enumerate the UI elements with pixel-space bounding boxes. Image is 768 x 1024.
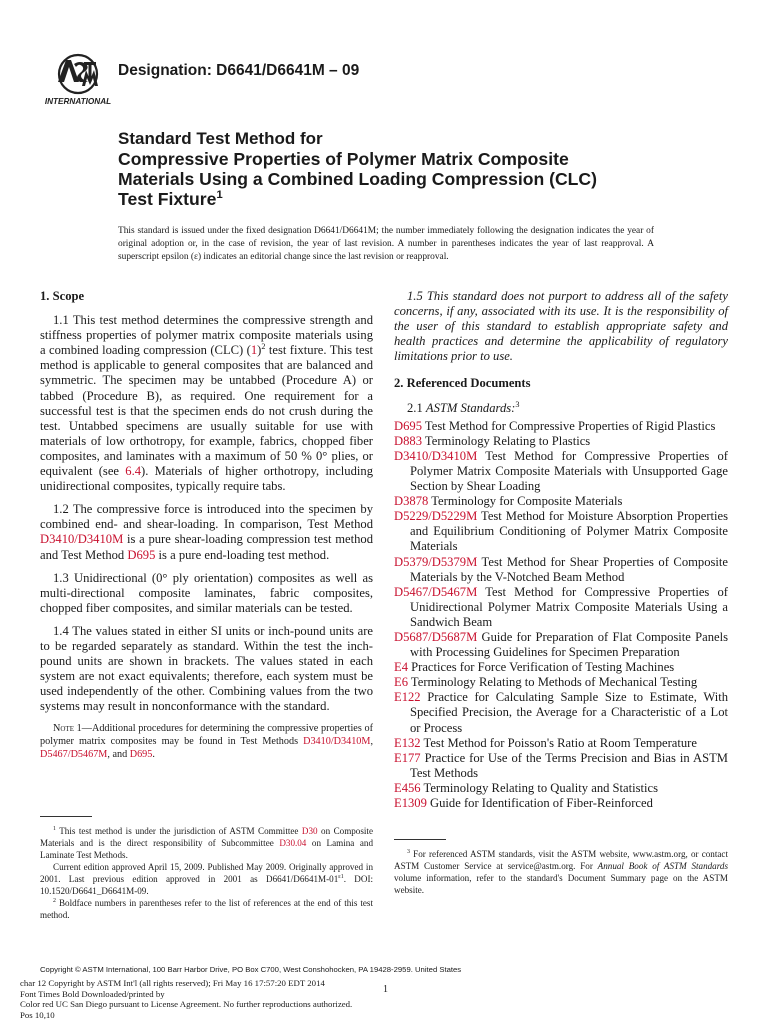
reference-code-link[interactable]: D695	[394, 418, 422, 433]
fn-link-d30-04[interactable]: D30.04	[279, 838, 307, 848]
copyright-line: Copyright © ASTM International, 100 Barr Harbor Drive, PO Box C700, West Conshohocken, PA 19428-2959. United States	[40, 965, 462, 974]
reference-title: Test Method for Poisson's Ratio at Room Temperature	[420, 735, 697, 750]
reference-item	[394, 690, 728, 735]
reference-title: Terminology Relating to Methods of Mechanical Testing	[408, 675, 698, 690]
scope-paragraph-1-4: 1.4 The values stated in either SI units or inch-pound units are to be regarded separately as standard. Within the test the inch-pound units are shown in brackets. The values stated in each system are not exact equivalents; therefore, each system must be used independently of the other. Combining values from the two systems may result in nonconformance with the standard.	[40, 623, 373, 714]
page-number: 1	[383, 984, 388, 995]
footnote-marker-2: 2	[261, 342, 266, 352]
reference-item	[394, 449, 728, 494]
reference-item	[394, 630, 728, 660]
link-d3410[interactable]: D3410/D3410M	[40, 532, 124, 547]
reference-list	[394, 419, 728, 811]
scope-paragraph-1-3: 1.3 Unidirectional (0° ply orientation) composites as well as multi-directional composite laminates, fabric composites, chopped fiber composites, and similar materials can be tested.	[40, 570, 373, 615]
title-line-4: Test Fixture	[118, 189, 217, 209]
note-link-d3410[interactable]: D3410/D3410M	[303, 736, 371, 748]
link-d695[interactable]: D695	[127, 547, 156, 562]
note-1: Note 1—Additional procedures for determining the compressive properties of polymer matrix composites may be found in Test Methods D3410/D3410M, D5467/D5467M, and D695.	[40, 723, 373, 761]
footnote-2: $^2$ Boldface numbers in parentheses refer to the list of references at the end of this test method.	[40, 897, 373, 920]
footnote-3: $^3$ For referenced ASTM standards, visit the ASTM website, www.astm.org, or contact ASTM Customer Service at service@astm.org. For Annual Book of ASTM Standards volume information, refer to the standard's Document Summary page on the ASTM website.	[394, 848, 728, 895]
logo-text: INTERNATIONAL	[44, 97, 112, 106]
reference-title: Terminology Relating to Plastics	[422, 433, 591, 448]
section-link-6-4[interactable]: 6.4	[125, 464, 142, 479]
reference-title: Practice for Use of the Terms Precision and Bias in ASTM Test Methods	[410, 750, 728, 780]
reference-code-link[interactable]: E132	[394, 735, 421, 750]
reference-title: Test Method for Shear Properties of Composite Materials by the V-Notched Beam Method	[410, 554, 728, 584]
footnote-divider	[40, 816, 92, 817]
stamp-line-4: Pos 10,10	[20, 1009, 55, 1020]
referenced-documents-heading: 2. Referenced Documents	[394, 376, 531, 391]
reference-item	[394, 796, 728, 811]
stamp-line-2: Font Times Bold Downloaded/printed by	[20, 988, 165, 999]
footnote-1: $^1$ This test method is under the jurisdiction of ASTM Committee D30 on Composite Materials and is the direct responsibility of Subcommittee D30.04 on Lamina and Laminate Test Methods.	[40, 825, 373, 860]
reference-code-link[interactable]: E6	[394, 675, 408, 690]
footnote-1-edition: Current edition approved April 15, 2009. Published May 2009. Originally approved in 2001. Last previous edition approved in 2001 as $D6641/D6641M-01^{\varepsilon 1}$. DOI: 10.1520/D6641_D6641M-09.	[40, 862, 373, 896]
reference-title: Test Method for Compressive Properties of Polymer Matrix Composite Materials with Unsupported Gage Section by Shear Loading	[410, 448, 728, 494]
reference-item	[394, 675, 728, 690]
reference-code-link[interactable]: D5467/D5467M	[394, 584, 478, 599]
stamp-line-3: Color red UC San Diego pursuant to License Agreement. No further reproductions authorized.	[20, 999, 353, 1009]
reference-title: Terminology Relating to Quality and Statistics	[420, 780, 659, 795]
reference-item	[394, 509, 728, 554]
reference-title: Test Method for Compressive Properties of Unidirectional Polymer Matrix Composite Materials Using a Sandwich Beam	[410, 584, 728, 629]
reference-item	[394, 751, 728, 781]
astm-logo-icon	[44, 52, 112, 108]
title-line-1: Standard Test Method for	[118, 129, 323, 148]
title-line-2: Compressive Properties of Polymer Matrix Composite	[118, 149, 569, 169]
scope-paragraph-1-2: 1.2 The compressive force is introduced into the specimen by combined end- and shear-loading. In comparison, Test Method D3410/D3410M is a pure shear-loading compression test method and Test Method D695 is a pure end-loading test method.	[40, 502, 373, 562]
reference-item	[394, 781, 728, 796]
reference-title: Terminology for Composite Materials	[428, 494, 623, 509]
scope-heading: 1. Scope	[40, 289, 85, 303]
reference-item	[394, 555, 728, 585]
scope-paragraph-1-5: 1.5 This standard does not purport to address all of the safety concerns, if any, associated with its use. It is the responsibility of the user of this standard to establish appropriate safety and health practices and determine the applicability of regulatory limitations prior to use.	[394, 289, 728, 364]
download-stamp	[20, 978, 352, 1020]
left-footnotes	[40, 806, 373, 921]
designation: Designation: D6641/D6641M – 09	[118, 62, 360, 79]
reference-code-link[interactable]: D5379/D5379M	[394, 554, 478, 569]
reference-title: Guide for Identification of Fiber-Reinforced	[426, 796, 653, 810]
reference-item	[394, 585, 728, 630]
reference-title: Practices for Force Verification of Testing Machines	[408, 660, 675, 675]
reference-title: Test Method for Compressive Properties of Rigid Plastics	[422, 418, 716, 433]
astm-logo	[44, 52, 112, 108]
reference-item	[394, 419, 728, 434]
reference-title: Guide for Preparation of Flat Composite Panels with Processing Guidelines for Specimen Preparation	[410, 629, 728, 660]
reference-item	[394, 660, 728, 675]
reference-item	[394, 494, 728, 509]
note-link-d695[interactable]: D695	[129, 749, 153, 761]
reference-code-link[interactable]: D883	[394, 433, 422, 448]
reference-link-1[interactable]: 1	[250, 343, 258, 358]
left-column	[40, 289, 373, 761]
reference-code-link[interactable]: E456	[394, 780, 421, 795]
reference-title: Test Method for Moisture Absorption Properties and Equilibrium Conditioning of Polymer Matrix Composite Materials	[410, 509, 728, 554]
reference-code-link[interactable]: D3410/D3410M	[394, 448, 478, 463]
right-column	[394, 289, 728, 811]
reference-code-link[interactable]: E177	[394, 750, 421, 765]
fn-link-d30[interactable]: D30	[301, 826, 318, 836]
right-footnotes	[394, 829, 728, 896]
reference-title: Practice for Calculating Sample Size to Estimate, With Specified Precision, the Average for a Characteristic of a Lot or Process	[410, 690, 728, 735]
issuance-statement: This standard is issued under the fixed designation D6641/D6641M; the number immediately following the designation indicates the year of original adoption or, in the case of revision, the year of last revision. A number in parentheses indicates the year of last reapproval. A superscript epsilon (ε) indicates an editorial change since the last revision or reapproval.	[118, 226, 654, 262]
reference-code-link[interactable]: E122	[394, 690, 421, 705]
stamp-line-1: char 12 Copyright by ASTM Int'l (all rights reserved); Fri May 16 17:57:20 EDT 2014	[20, 978, 325, 988]
reference-item	[394, 434, 728, 449]
note-link-d5467[interactable]: D5467/D5467M	[40, 749, 108, 761]
scope-paragraph-1-1: 1.1 This test method determines the compressive strength and stiffness properties of polymer matrix composite materials using a combined loading compression (CLC) $(1)^2$ test fixture. This test method is applicable to general composites that are balanced and symmetric. The specimen may be untabbed (Procedure A) or tabbed (Procedure B), as required. One requirement for a successful test is that the specimen ends do not crush during the test. Untabbed specimens are usually suitable for use with materials of low orthotropy, for example, fabrics, chopped fiber composites, and laminates with a maximum of 50 % 0° plies, or equivalent (see 6.4). Materials of higher orthotropy, including unidirectional composites, typically require tabs.	[40, 313, 373, 494]
reference-code-link[interactable]: D3878	[394, 494, 429, 509]
reference-code-link[interactable]: D5229/D5229M	[394, 509, 478, 524]
astm-standards-label: 2.1 ASTM Standards:$^3$	[407, 399, 520, 415]
reference-code-link[interactable]: D5687/D5687M	[394, 629, 478, 644]
reference-code-link[interactable]: E1309	[394, 796, 427, 810]
footnote-divider-right	[394, 839, 446, 840]
title-line-3: Materials Using a Combined Loading Compression (CLC)	[118, 169, 597, 189]
reference-code-link[interactable]: E4	[394, 660, 408, 675]
title-footnote-marker: 1	[216, 189, 223, 202]
title-block	[118, 129, 678, 209]
reference-item	[394, 736, 728, 751]
